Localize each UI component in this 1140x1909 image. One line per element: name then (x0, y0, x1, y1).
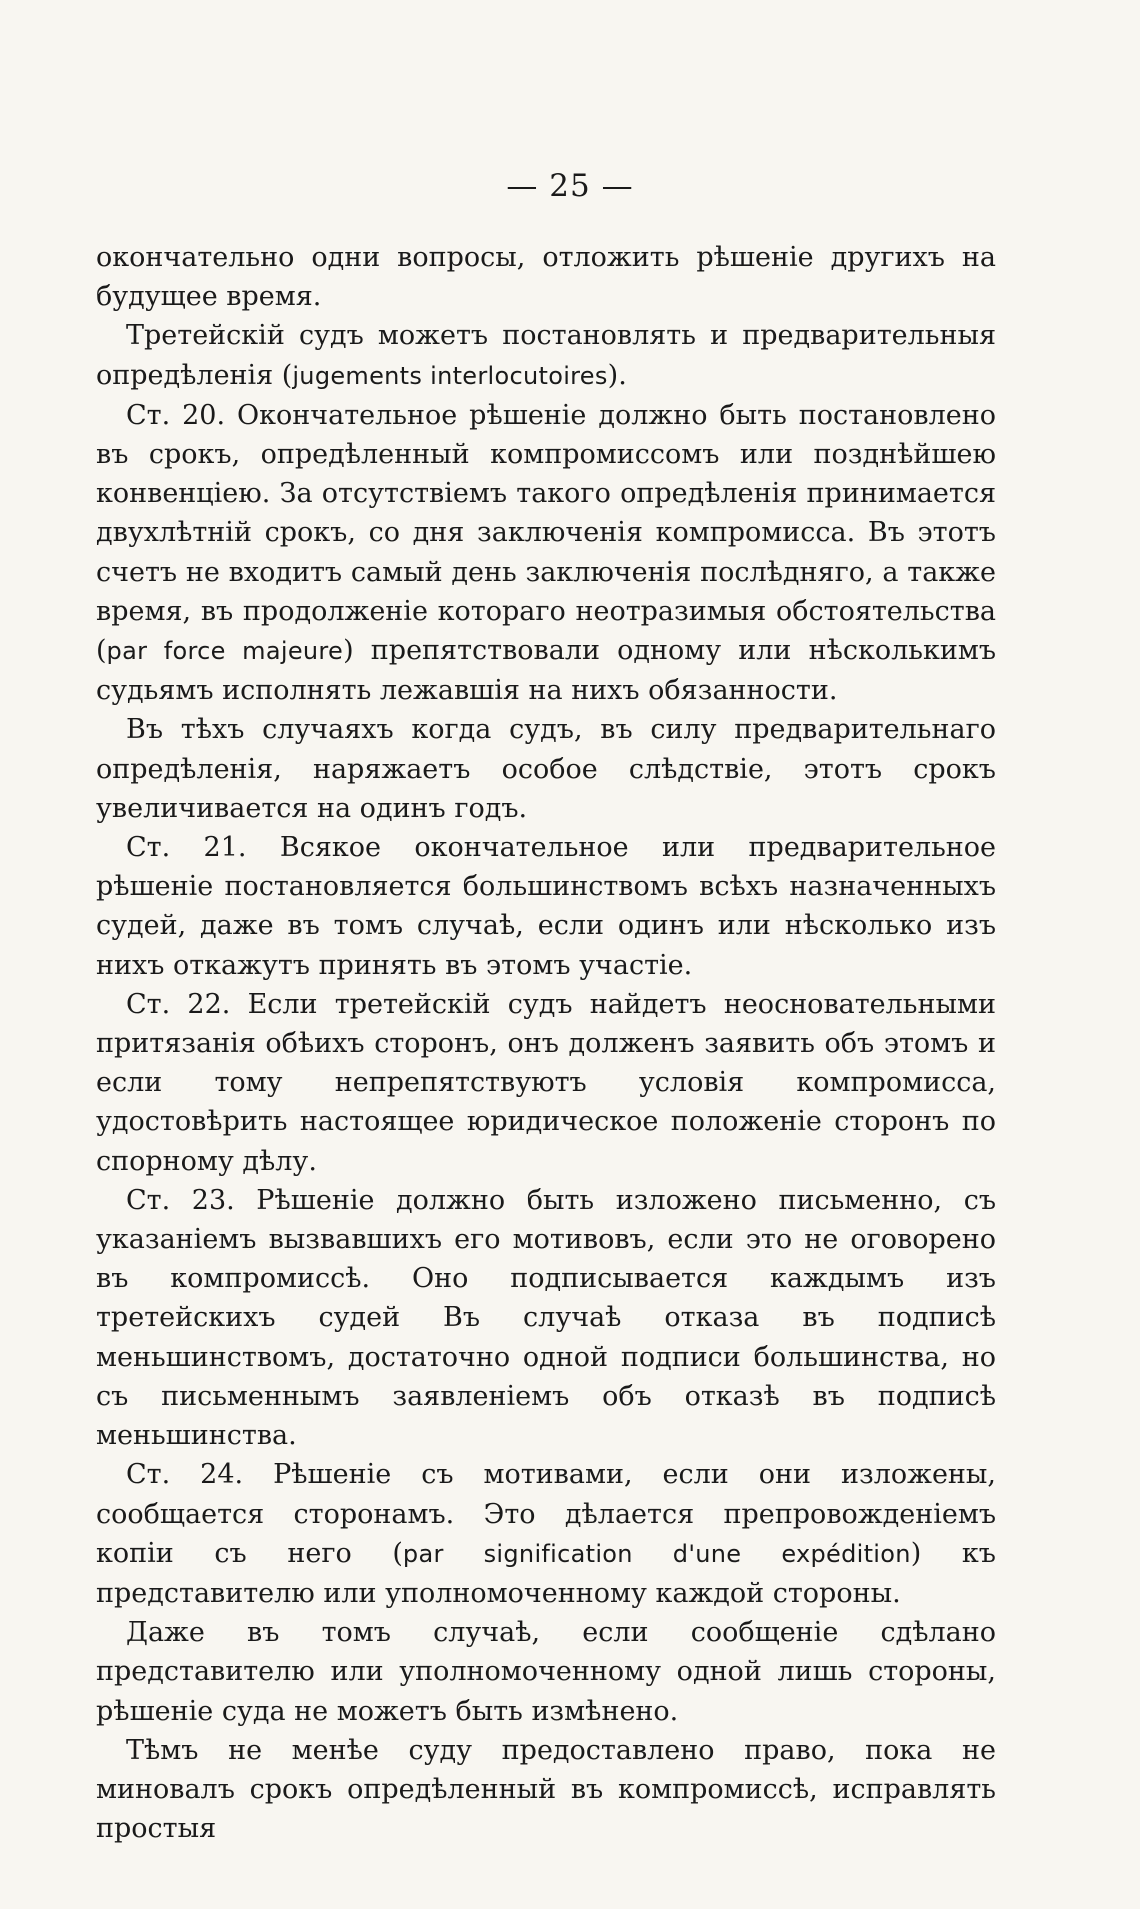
paragraph-text: судьямъ исполнять лежавшія на нихъ обязанности. (96, 675, 838, 707)
french-term: par signification d'une expédition (402, 1539, 911, 1568)
paragraph-corrections: Тѣмъ не менѣе суду предоставлено право, пока не миновалъ срокъ опредѣленный въ компромиссѣ, исправлять простыя (96, 1734, 996, 1845)
paragraph-article-21: Ст. 21. Всякое окончательное или предварительное рѣшеніе постановляется большинствомъ всѣхъ назначенныхъ судей, даже въ томъ случаѣ, если одинъ или нѣсколько изъ нихъ откажутъ принять въ этомъ участіе. (96, 832, 996, 981)
paragraph-interlocutory (96, 316, 996, 395)
paragraph-article-22: Ст. 22. Если третейскій судъ найдетъ неосновательными притязанія обѣихъ сторонъ, онъ долженъ заявить объ этомъ и если тому непрепятствуютъ условія компромисса, удостовѣрить настоящее юридическое положеніе сторонъ по спорному дѣлу. (96, 988, 996, 1177)
french-term: par force majeure (106, 637, 344, 666)
french-term: jugements interlocutoires (292, 361, 608, 390)
paragraph-text: Ст. 24. Рѣшеніе съ мотивами, если они изложены, сообщается сторонамъ. Это дѣлается препровожденіемъ копіи съ него ( (96, 1459, 996, 1569)
paragraph-notification: Даже въ томъ случаѣ, если сообщеніе сдѣлано представителю или уполномоченному одной лишь стороны, рѣшеніе суда не можетъ быть измѣнено. (96, 1617, 996, 1727)
paragraph-article-24 (96, 1455, 996, 1613)
paragraph-investigation: Въ тѣхъ случаяхъ когда судъ, въ силу предварительнаго опредѣленія, наряжаетъ особое слѣдствіе, этотъ срокъ увеличивается на одинъ годъ. (96, 714, 996, 824)
paragraph-text: ) препятствовали одному или нѣсколькимъ (343, 635, 996, 667)
paragraph-text: Третейскій судъ можетъ постановлять и предварительныя опредѣленія ( (96, 320, 996, 391)
paragraph-article-20 (96, 396, 996, 711)
paragraph-article-23: Ст. 23. Рѣшеніе должно быть изложено письменно, съ указаніемъ вызвавшихъ его мотивовъ, если это не оговорено въ компромиссѣ. Оно подписывается каждымъ изъ третейскихъ судей Въ случаѣ отказа въ подписѣ меньшинствомъ, достаточно одной подписи большинства, но съ письменнымъ заявленіемъ объ отказѣ въ подписѣ меньшинства. (96, 1184, 996, 1452)
page-number: — 25 — (506, 168, 634, 204)
paragraph-text: ) къ представителю или уполномоченному каждой стороны. (96, 1537, 996, 1609)
paragraph-text: Ст. 20. Окончательное рѣшеніе должно быть постановлено въ срокъ, опредѣленный компромиссомъ или позднѣйшею конвенціею. За отсутствіемъ такого опредѣленія принимается двухлѣтній срокъ, со дня заключенія компромисса. Въ этотъ счетъ не входитъ самый день заключенія послѣдняго, а также время, въ продолженіе котораго неотразимыя обстоятельства ( (96, 399, 996, 667)
body-text (96, 238, 996, 1848)
paragraph-text: ). (607, 359, 627, 391)
paragraph-continuation: окончательно одни вопросы, отложить рѣшеніе другихъ на будущее время. (96, 242, 996, 313)
